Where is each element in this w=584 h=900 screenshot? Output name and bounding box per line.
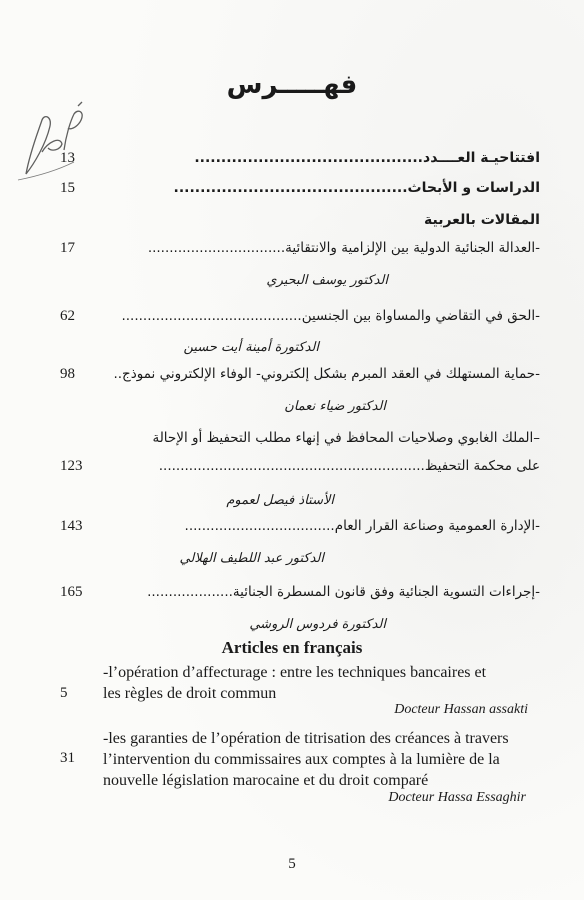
page-ref: 31 [60,750,75,766]
entry-author: الدكتور يوسف البحيري [266,273,388,288]
entry-title: -حماية المستهلك في العقد المبرم بشكل إلكتروني- الوفاء الإلكتروني نموذج.. [113,366,540,382]
entry-author: الدكتورة فردوس الروشي [249,617,386,632]
french-entry-line: nouvelle législation marocaine et du droit comparé [103,772,429,789]
page-ref: 15 [60,180,75,196]
entry-author: Docteur Hassan assakti [394,702,528,717]
page-ref: 123 [60,458,83,474]
entry-author: Docteur Hassa Essaghir [388,790,526,805]
entry-title: -العدالة الجنائية الدولية بين الإلزامية والانتقائية................................ [147,240,540,256]
toc-entry [60,454,540,478]
toc-entry [60,514,540,538]
entry-title: الدراسات و الأبحاث............................................ [173,180,540,196]
entry-title: -الحق في التقاضي والمساواة بين الجنسين.......................................... [121,308,540,324]
toc-entry [60,176,540,200]
toc-entry-line1 [60,426,540,450]
page-ref: 5 [60,685,68,701]
french-entry-line: -les garanties de l’opération de titrisation des créances à travers [103,730,509,747]
french-entry-line: -l’opération d’affecturage : entre les techniques bancaires et [103,664,487,681]
entry-author: الدكتور عبد اللطيف الهلالي [179,551,324,566]
section-heading-french: Articles en français [221,638,363,657]
entry-author: الدكتور ضياء نعمان [284,399,386,414]
entry-author: الدكتورة أمينة أيت حسين [183,340,319,355]
page-number: 5 [288,856,296,872]
page-title: فهـــــرس [226,70,358,100]
toc-entry [60,146,540,170]
page-ref: 98 [60,366,75,382]
entry-author: الأستاذ فيصل لعموم [226,493,334,508]
page-ref: 17 [60,240,75,256]
page-ref: 143 [60,518,83,534]
toc-entry [60,580,540,604]
page-ref: 62 [60,308,75,324]
entry-title: -إجراءات التسوية الجنائية وفق قانون المسطرة الجنائية.................... [147,584,540,600]
french-entry-line: les règles de droit commun [103,685,277,702]
toc-entry [60,362,540,386]
page-ref: 13 [60,150,75,166]
entry-title-line1: –الملك الغابوي وصلاحيات المحافظ في إنهاء مطلب التحفيظ أو الإحالة [152,430,540,446]
toc-entry [60,304,540,328]
page-ref: 165 [60,584,83,600]
section-heading-arabic: المقالات بالعربية [424,212,540,228]
entry-title: على محكمة التحفيظ.............................................................. [158,458,540,474]
french-entry-line: l’intervention du commissaires aux comptes à la lumière de la [103,751,500,768]
entry-title: -الإدارة العمومية وصناعة القرار العام................................... [184,518,540,534]
toc-entry [60,236,540,260]
entry-title: افتتاحيـة العــــدد........................................... [194,150,540,166]
